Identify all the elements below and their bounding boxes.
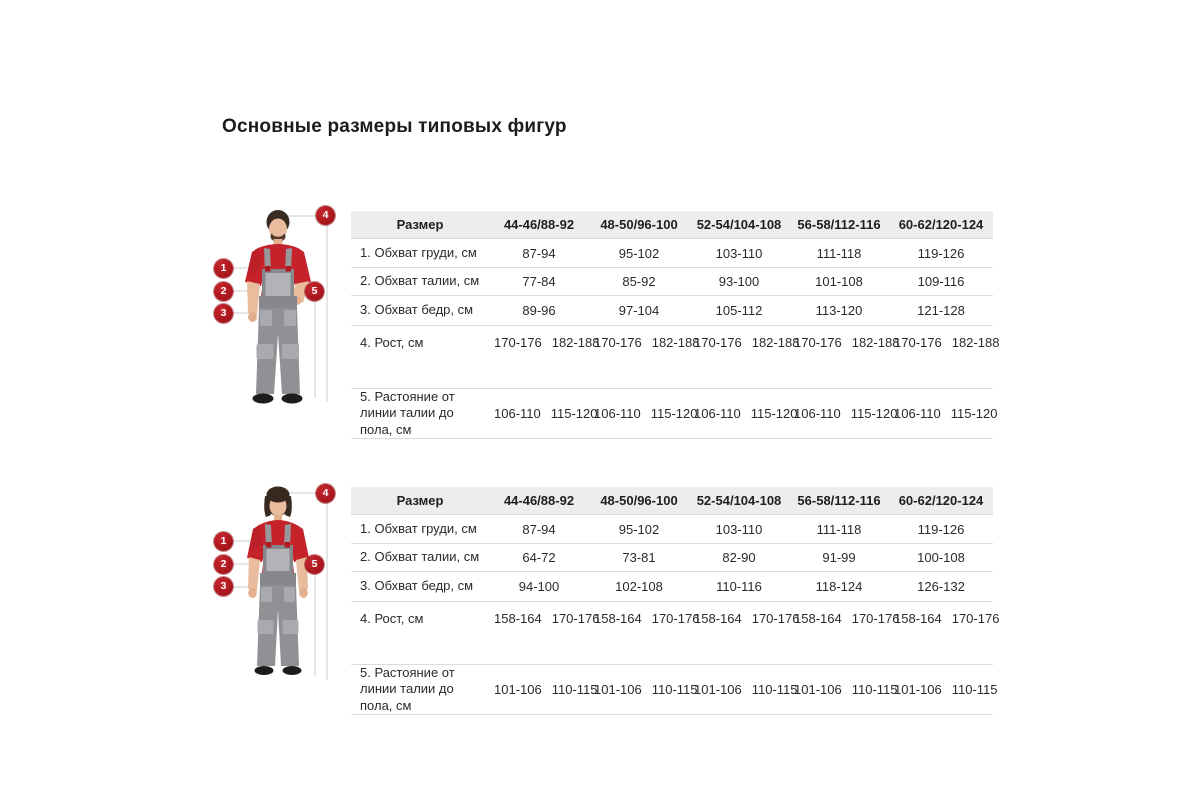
size-value: 97-104 xyxy=(618,303,660,318)
row-label: 2. Обхват талии, см xyxy=(351,544,489,572)
table-row xyxy=(351,544,993,572)
size-value-cell xyxy=(789,665,898,715)
table-row xyxy=(351,326,993,389)
row-label: 1. Обхват груди, см xyxy=(351,239,489,268)
column-header-size: 44-46/88-92 xyxy=(489,211,589,239)
table-row xyxy=(351,389,993,439)
size-value: 101-108 xyxy=(815,274,863,289)
size-value: 182-188 xyxy=(551,335,600,350)
size-value-cell xyxy=(889,602,1000,665)
size-value: 101-106 xyxy=(594,681,642,697)
size-value: 170-176 xyxy=(694,335,742,350)
size-value: 170-176 xyxy=(494,335,542,350)
size-value-cell xyxy=(689,515,789,544)
size-value-cell xyxy=(589,268,689,296)
size-value: 115-120 xyxy=(950,405,998,421)
size-value-cell xyxy=(789,326,900,389)
size-value: 89-96 xyxy=(522,303,556,318)
column-header-size: 60-62/120-124 xyxy=(889,211,993,239)
measure-marker-waist-to-floor: 5 xyxy=(305,282,324,301)
size-value: 101-106 xyxy=(894,681,942,697)
size-value: 170-176 xyxy=(794,335,842,350)
size-value-cell xyxy=(789,239,889,268)
size-value-cell xyxy=(889,326,1000,389)
size-value: 77-84 xyxy=(522,274,556,289)
size-value-cell xyxy=(889,389,998,439)
size-value: 106-110 xyxy=(894,405,941,421)
size-value-cell xyxy=(889,239,993,268)
size-value: 103-110 xyxy=(715,245,763,261)
size-value: 111-118 xyxy=(816,245,862,261)
row-label: 5. Растояние от линии талии до пола, см xyxy=(351,389,489,439)
measure-marker-waist-to-floor: 5 xyxy=(305,555,324,574)
size-value: 106-110 xyxy=(694,405,741,421)
size-value-cell xyxy=(689,326,800,389)
size-value: 87-94 xyxy=(522,245,556,261)
table-row xyxy=(351,296,993,326)
size-value-cell xyxy=(489,572,589,602)
size-value-cell xyxy=(689,602,800,665)
size-value: 103-110 xyxy=(715,521,763,537)
size-value-cell xyxy=(889,544,993,572)
size-value-cell xyxy=(489,544,589,572)
size-table-women xyxy=(351,487,1000,715)
size-value-cell xyxy=(489,389,598,439)
table-row xyxy=(351,268,993,296)
size-value: 115-120 xyxy=(850,405,898,421)
size-value-cell xyxy=(689,239,789,268)
size-value: 121-128 xyxy=(917,303,965,318)
size-value: 126-132 xyxy=(917,579,965,594)
size-value: 170-176 xyxy=(751,611,800,626)
size-value-cell xyxy=(489,665,598,715)
size-value-cell xyxy=(589,239,689,268)
size-value-cell xyxy=(889,572,993,602)
size-value-cell xyxy=(889,665,998,715)
table-row xyxy=(351,239,993,268)
size-value: 91-99 xyxy=(822,550,856,565)
size-value: 119-126 xyxy=(917,245,965,261)
column-header-label: Размер xyxy=(351,487,489,515)
size-value: 95-102 xyxy=(618,245,660,261)
size-value: 111-118 xyxy=(816,521,862,537)
size-value-cell xyxy=(589,389,698,439)
size-value-cell xyxy=(789,268,889,296)
size-value: 105-112 xyxy=(715,303,763,318)
size-value: 64-72 xyxy=(522,550,556,565)
size-value-cell xyxy=(589,602,700,665)
size-value: 95-102 xyxy=(618,521,660,537)
measure-marker-hips: 3 xyxy=(214,304,233,323)
size-value-cell xyxy=(889,515,993,544)
size-value: 115-120 xyxy=(750,405,798,421)
size-value: 158-164 xyxy=(894,611,942,626)
measure-marker-hips: 3 xyxy=(214,577,233,596)
size-value-cell xyxy=(689,268,789,296)
column-header-size: 48-50/96-100 xyxy=(589,211,689,239)
size-value-cell xyxy=(589,572,689,602)
page-title: Основные размеры типовых фигур xyxy=(222,116,567,137)
row-label: 3. Обхват бедр, см xyxy=(351,296,489,326)
size-value-cell xyxy=(589,296,689,326)
row-label: 5. Растояние от линии талии до пола, см xyxy=(351,665,489,715)
size-value-cell xyxy=(489,296,589,326)
measure-marker-height: 4 xyxy=(316,206,335,225)
size-value-cell xyxy=(789,296,889,326)
column-header-size: 48-50/96-100 xyxy=(589,487,689,515)
column-header-label: Размер xyxy=(351,211,489,239)
row-label: 4. Рост, см xyxy=(351,602,489,665)
size-value-cell xyxy=(589,665,698,715)
size-value: 170-176 xyxy=(951,611,1000,626)
table-row xyxy=(351,602,993,665)
size-value: 106-110 xyxy=(594,405,641,421)
row-label: 4. Рост, см xyxy=(351,326,489,389)
size-value: 87-94 xyxy=(522,521,556,537)
size-value-cell xyxy=(689,572,789,602)
size-value-cell xyxy=(789,572,889,602)
size-value: 113-120 xyxy=(815,303,863,318)
size-value: 170-176 xyxy=(894,335,942,350)
size-value-cell xyxy=(789,515,889,544)
size-value-cell xyxy=(689,296,789,326)
size-value: 119-126 xyxy=(917,521,965,537)
size-value-cell xyxy=(489,602,600,665)
table-row xyxy=(351,665,993,715)
size-value-cell xyxy=(789,544,889,572)
size-value: 110-115 xyxy=(951,681,998,697)
size-value: 158-164 xyxy=(694,611,742,626)
person-female xyxy=(247,487,309,676)
size-value: 110-115 xyxy=(551,681,598,697)
table-header-row xyxy=(351,487,993,515)
size-value: 182-188 xyxy=(851,335,900,350)
column-header-size: 60-62/120-124 xyxy=(889,487,993,515)
size-value-cell xyxy=(789,602,900,665)
measure-marker-height: 4 xyxy=(316,484,335,503)
size-value: 85-92 xyxy=(622,274,656,289)
size-value: 94-100 xyxy=(518,579,560,594)
measure-marker-chest: 1 xyxy=(214,532,233,551)
column-header-size: 52-54/104-108 xyxy=(689,211,789,239)
column-header-size: 44-46/88-92 xyxy=(489,487,589,515)
size-value: 110-116 xyxy=(716,579,762,594)
size-value: 109-116 xyxy=(917,274,965,289)
size-value: 101-106 xyxy=(794,681,842,697)
person-male xyxy=(245,210,311,404)
size-value-cell xyxy=(489,326,600,389)
row-label: 1. Обхват груди, см xyxy=(351,515,489,544)
size-value: 110-115 xyxy=(751,681,798,697)
size-value: 158-164 xyxy=(794,611,842,626)
size-value: 106-110 xyxy=(494,405,541,421)
table-header-row xyxy=(351,211,993,239)
size-value: 110-115 xyxy=(651,681,698,697)
size-value: 182-188 xyxy=(951,335,1000,350)
size-value: 115-120 xyxy=(550,405,598,421)
size-value: 170-176 xyxy=(551,611,600,626)
size-value: 158-164 xyxy=(594,611,642,626)
size-value: 182-188 xyxy=(751,335,800,350)
size-value: 170-176 xyxy=(851,611,900,626)
size-value: 73-81 xyxy=(622,550,656,565)
column-header-size: 56-58/112-116 xyxy=(789,211,889,239)
column-header-size: 52-54/104-108 xyxy=(689,487,789,515)
size-value: 100-108 xyxy=(917,550,965,565)
size-value-cell xyxy=(489,268,589,296)
size-value-cell xyxy=(889,296,993,326)
size-value: 170-176 xyxy=(651,611,700,626)
size-value: 102-108 xyxy=(615,579,663,594)
row-label: 2. Обхват талии, см xyxy=(351,268,489,296)
measure-marker-chest: 1 xyxy=(214,259,233,278)
size-value-cell xyxy=(589,544,689,572)
size-value-cell xyxy=(689,665,798,715)
size-value-cell xyxy=(589,326,700,389)
size-value: 106-110 xyxy=(794,405,841,421)
size-value-cell xyxy=(689,389,798,439)
measure-marker-waist: 2 xyxy=(214,555,233,574)
size-value: 82-90 xyxy=(722,550,756,565)
size-value: 158-164 xyxy=(494,611,542,626)
size-value-cell xyxy=(489,515,589,544)
measure-marker-waist: 2 xyxy=(214,282,233,301)
size-value: 101-106 xyxy=(694,681,742,697)
size-value: 110-115 xyxy=(851,681,898,697)
row-label: 3. Обхват бедр, см xyxy=(351,572,489,602)
table-row xyxy=(351,515,993,544)
size-value: 182-188 xyxy=(651,335,700,350)
size-value: 93-100 xyxy=(718,274,760,289)
column-header-size: 56-58/112-116 xyxy=(789,487,889,515)
size-value-cell xyxy=(489,239,589,268)
size-value: 170-176 xyxy=(594,335,642,350)
size-value-cell xyxy=(889,268,993,296)
size-table-men xyxy=(351,211,1000,439)
size-value-cell xyxy=(589,515,689,544)
size-value: 101-106 xyxy=(494,681,542,697)
size-value-cell xyxy=(789,389,898,439)
size-value-cell xyxy=(689,544,789,572)
table-row xyxy=(351,572,993,602)
size-value: 118-124 xyxy=(815,579,863,594)
size-value: 115-120 xyxy=(650,405,698,421)
